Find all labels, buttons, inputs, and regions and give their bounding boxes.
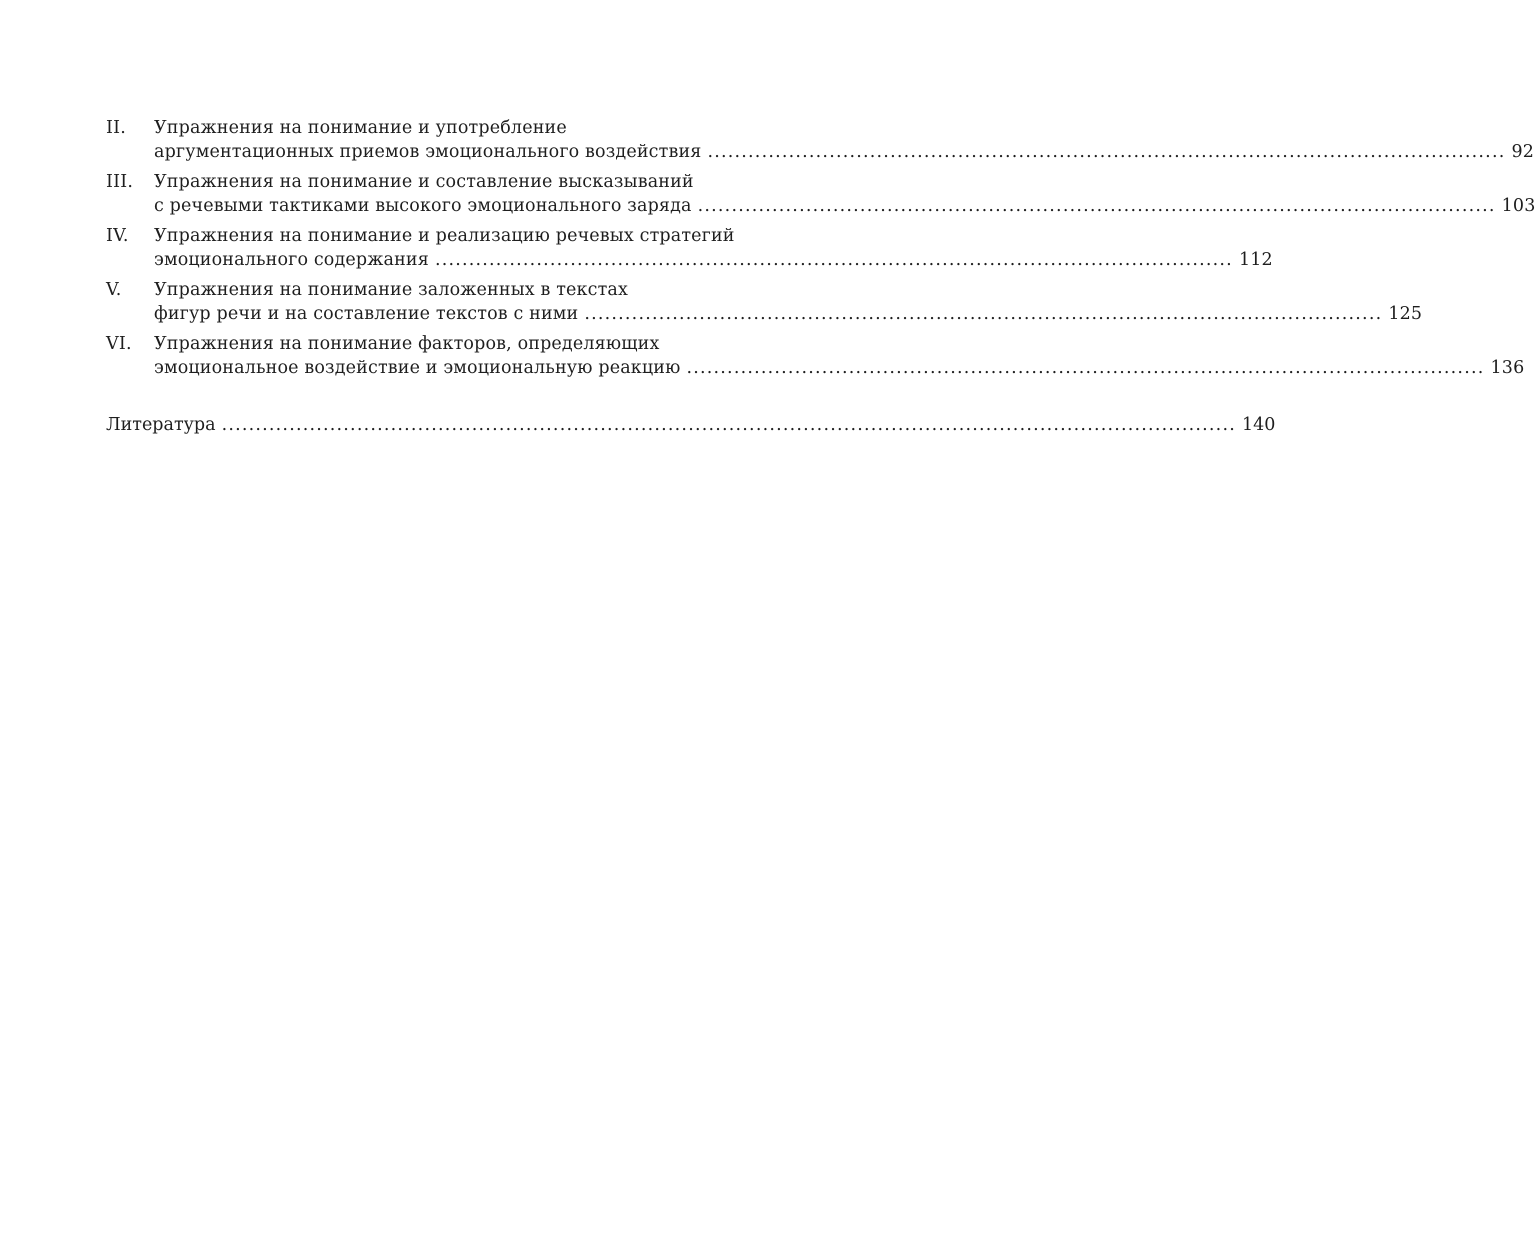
dot-leader: ...................................................................................................................................................... <box>221 415 1236 435</box>
table-of-contents <box>106 116 1536 386</box>
dot-leader: ...................................................................................................................... <box>686 358 1485 378</box>
toc-entry-v[interactable] <box>106 278 1423 326</box>
toc-title-text: с речевыми тактиками высокого эмоционального заряда <box>154 196 692 216</box>
toc-entry-text <box>154 278 1423 326</box>
dot-leader: ...................................................................................................................... <box>434 250 1233 270</box>
toc-entry-vi[interactable] <box>106 332 1525 380</box>
page-number: 125 <box>1388 304 1423 324</box>
section-number: IV. <box>106 226 129 246</box>
toc-title-text: аргументационных приемов эмоционального воздействия <box>154 142 702 162</box>
page-number: 140 <box>1241 415 1276 435</box>
toc-title-line-1: Упражнения на понимание факторов, определяющих <box>154 334 660 354</box>
section-number: V. <box>106 280 122 300</box>
toc-title-line-1: Упражнения на понимание и употребление <box>154 118 567 138</box>
toc-title-line-1: Упражнения на понимание заложенных в текстах <box>154 280 629 300</box>
toc-title-line-2 <box>154 248 1273 272</box>
toc-title-text: эмоциональное воздействие и эмоциональную реакцию <box>154 358 681 378</box>
toc-title-line-2 <box>154 356 1525 380</box>
section-number: III. <box>106 172 134 192</box>
page-number: 112 <box>1238 250 1273 270</box>
toc-entry-text <box>154 116 1535 164</box>
dot-leader: ...................................................................................................................... <box>697 196 1496 216</box>
toc-title-line-2 <box>154 140 1535 164</box>
dot-leader: ...................................................................................................................... <box>584 304 1383 324</box>
toc-title-line-2 <box>154 194 1536 218</box>
section-number: VI. <box>106 334 132 354</box>
toc-title-text: эмоционального содержания <box>154 250 429 270</box>
toc-title-text: фигур речи и на составление текстов с ними <box>154 304 579 324</box>
toc-entry-literature[interactable] <box>106 413 1276 437</box>
page-number: 92 <box>1511 142 1535 162</box>
toc-title-line-2 <box>154 302 1423 326</box>
toc-entry-text <box>154 170 1536 218</box>
toc-title-line-1: Упражнения на понимание и реализацию речевых стратегий <box>154 226 735 246</box>
dot-leader: ...................................................................................................................... <box>707 142 1506 162</box>
page-number: 103 <box>1501 196 1536 216</box>
literature-label: Литература <box>106 415 216 435</box>
toc-entry-text <box>154 224 1273 272</box>
section-number: II. <box>106 118 126 138</box>
page-number: 136 <box>1490 358 1525 378</box>
toc-title-line-1: Упражнения на понимание и составление высказываний <box>154 172 694 192</box>
toc-entry-iii[interactable] <box>106 170 1536 218</box>
toc-entry-iv[interactable] <box>106 224 1273 272</box>
toc-entry-text <box>154 332 1525 380</box>
toc-entry-ii[interactable] <box>106 116 1535 164</box>
